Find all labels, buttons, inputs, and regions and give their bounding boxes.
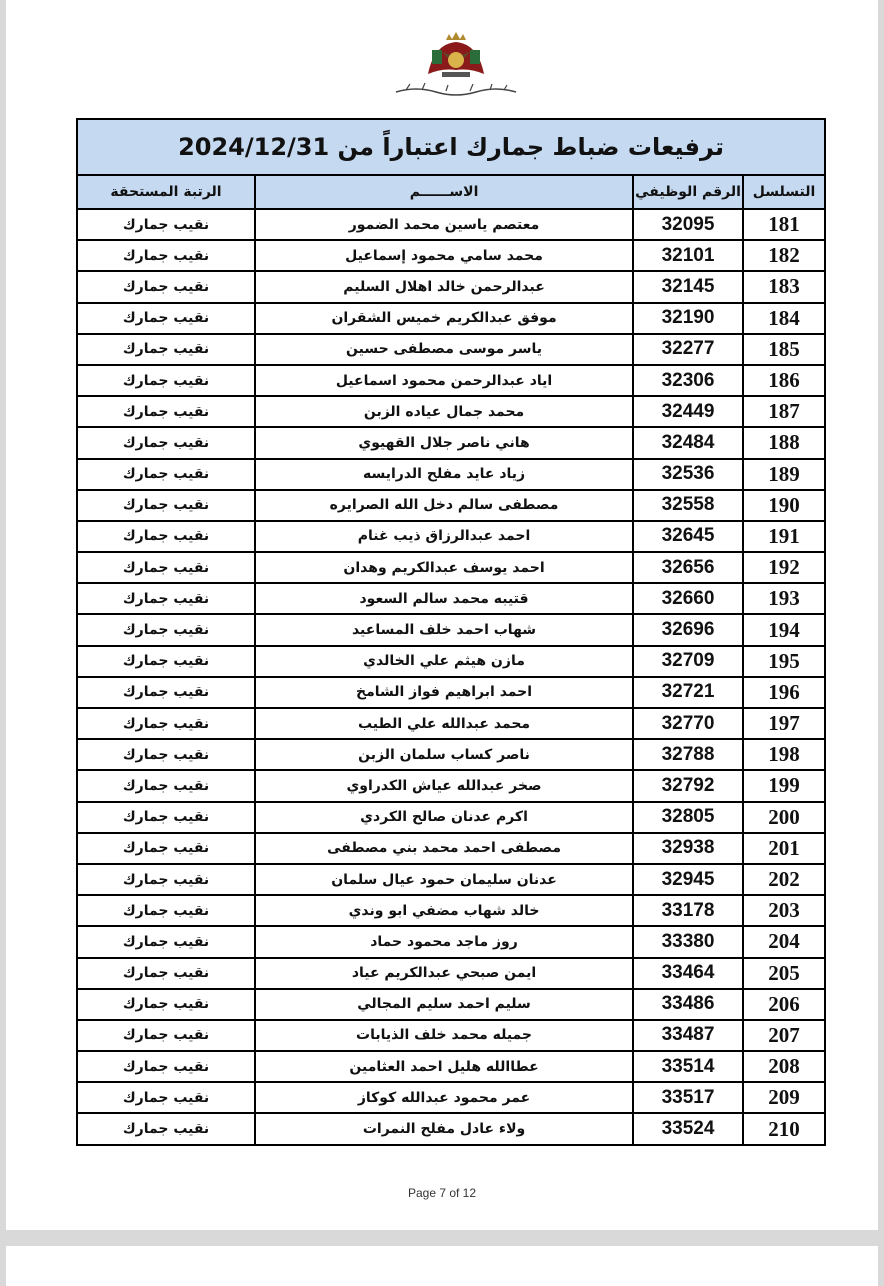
cell-name: معتصم ياسين محمد الضمور: [255, 209, 633, 240]
cell-employee-id: 32770: [633, 708, 743, 739]
cell-name: مصطفى سالم دخل الله الصرايره: [255, 490, 633, 521]
table-row: [77, 708, 825, 739]
cell-seq: 197: [743, 708, 825, 739]
cell-seq: 188: [743, 427, 825, 458]
cell-rank: نقيب جمارك: [77, 864, 255, 895]
column-header-name: الاســــــم: [255, 175, 633, 209]
cell-rank: نقيب جمارك: [77, 708, 255, 739]
column-header-rank: الرتبة المستحقة: [77, 175, 255, 209]
cell-rank: نقيب جمارك: [77, 926, 255, 957]
table-row: [77, 614, 825, 645]
cell-rank: نقيب جمارك: [77, 802, 255, 833]
table-row: [77, 739, 825, 770]
cell-rank: نقيب جمارك: [77, 614, 255, 645]
jordan-coat-of-arms-icon: [386, 30, 526, 100]
cell-employee-id: 32805: [633, 802, 743, 833]
cell-employee-id: 32656: [633, 552, 743, 583]
cell-seq: 183: [743, 271, 825, 302]
table-row: [77, 303, 825, 334]
cell-seq: 187: [743, 396, 825, 427]
cell-seq: 205: [743, 958, 825, 989]
cell-name: ايمن صبحي عبدالكريم عياد: [255, 958, 633, 989]
cell-employee-id: 32306: [633, 365, 743, 396]
table-row: [77, 833, 825, 864]
table-row: [77, 552, 825, 583]
cell-rank: نقيب جمارك: [77, 209, 255, 240]
cell-name: عطاالله هليل احمد العثامين: [255, 1051, 633, 1082]
cell-name: مازن هيثم علي الخالدي: [255, 646, 633, 677]
cell-seq: 203: [743, 895, 825, 926]
cell-name: اكرم عدنان صالح الكردي: [255, 802, 633, 833]
cell-name: محمد جمال عياده الزبن: [255, 396, 633, 427]
cell-name: شهاب احمد خلف المساعيد: [255, 614, 633, 645]
cell-name: هاني ناصر جلال القهيوي: [255, 427, 633, 458]
cell-rank: نقيب جمارك: [77, 427, 255, 458]
cell-employee-id: 33514: [633, 1051, 743, 1082]
cell-employee-id: 33380: [633, 926, 743, 957]
cell-employee-id: 32095: [633, 209, 743, 240]
promotions-table: [76, 118, 826, 1146]
table-row: [77, 521, 825, 552]
cell-rank: نقيب جمارك: [77, 583, 255, 614]
cell-rank: نقيب جمارك: [77, 396, 255, 427]
cell-name: ولاء عادل مفلح النمرات: [255, 1113, 633, 1144]
table-row: [77, 864, 825, 895]
cell-employee-id: 33517: [633, 1082, 743, 1113]
cell-seq: 194: [743, 614, 825, 645]
document-page: [6, 0, 878, 1230]
cell-seq: 193: [743, 583, 825, 614]
cell-employee-id: 32145: [633, 271, 743, 302]
cell-seq: 186: [743, 365, 825, 396]
cell-name: ياسر موسى مصطفى حسين: [255, 334, 633, 365]
cell-employee-id: 32536: [633, 459, 743, 490]
cell-name: جميله محمد خلف الذيابات: [255, 1020, 633, 1051]
cell-seq: 200: [743, 802, 825, 833]
cell-seq: 210: [743, 1113, 825, 1144]
cell-name: موفق عبدالكريم خميس الشقران: [255, 303, 633, 334]
cell-employee-id: 33524: [633, 1113, 743, 1144]
cell-seq: 208: [743, 1051, 825, 1082]
table-row: [77, 1020, 825, 1051]
cell-rank: نقيب جمارك: [77, 739, 255, 770]
cell-employee-id: 33178: [633, 895, 743, 926]
cell-seq: 189: [743, 459, 825, 490]
column-header-seq: التسلسل: [743, 175, 825, 209]
cell-rank: نقيب جمارك: [77, 989, 255, 1020]
cell-name: خالد شهاب مضفي ابو وندي: [255, 895, 633, 926]
cell-rank: نقيب جمارك: [77, 677, 255, 708]
cell-name: مصطفى احمد محمد بني مصطفى: [255, 833, 633, 864]
cell-employee-id: 32101: [633, 240, 743, 271]
cell-seq: 191: [743, 521, 825, 552]
cell-employee-id: 32660: [633, 583, 743, 614]
table-row: [77, 459, 825, 490]
cell-employee-id: 32190: [633, 303, 743, 334]
cell-employee-id: 33487: [633, 1020, 743, 1051]
cell-rank: نقيب جمارك: [77, 240, 255, 271]
cell-employee-id: 32449: [633, 396, 743, 427]
column-header-id: الرقم الوظيفي: [633, 175, 743, 209]
cell-seq: 195: [743, 646, 825, 677]
cell-name: احمد ابراهيم فواز الشامخ: [255, 677, 633, 708]
cell-employee-id: 33486: [633, 989, 743, 1020]
cell-seq: 190: [743, 490, 825, 521]
cell-employee-id: 33464: [633, 958, 743, 989]
cell-rank: نقيب جمارك: [77, 459, 255, 490]
cell-name: قتيبه محمد سالم السعود: [255, 583, 633, 614]
cell-rank: نقيب جمارك: [77, 1051, 255, 1082]
cell-seq: 182: [743, 240, 825, 271]
cell-employee-id: 32721: [633, 677, 743, 708]
cell-rank: نقيب جمارك: [77, 1113, 255, 1144]
cell-seq: 199: [743, 770, 825, 801]
cell-seq: 207: [743, 1020, 825, 1051]
cell-employee-id: 32945: [633, 864, 743, 895]
cell-employee-id: 32792: [633, 770, 743, 801]
table-row: [77, 989, 825, 1020]
cell-rank: نقيب جمارك: [77, 521, 255, 552]
cell-seq: 184: [743, 303, 825, 334]
cell-rank: نقيب جمارك: [77, 895, 255, 926]
table-row: [77, 770, 825, 801]
cell-name: عبدالرحمن خالد اهلال السليم: [255, 271, 633, 302]
cell-name: زياد عايد مفلح الدرايسه: [255, 459, 633, 490]
cell-name: عمر محمود عبدالله كوكاز: [255, 1082, 633, 1113]
table-row: [77, 271, 825, 302]
cell-rank: نقيب جمارك: [77, 490, 255, 521]
cell-seq: 201: [743, 833, 825, 864]
cell-seq: 202: [743, 864, 825, 895]
table-row: [77, 490, 825, 521]
cell-employee-id: 32788: [633, 739, 743, 770]
cell-seq: 204: [743, 926, 825, 957]
cell-seq: 209: [743, 1082, 825, 1113]
table-row: [77, 427, 825, 458]
cell-seq: 206: [743, 989, 825, 1020]
cell-rank: نقيب جمارك: [77, 334, 255, 365]
cell-seq: 198: [743, 739, 825, 770]
table-row: [77, 677, 825, 708]
cell-name: محمد سامي محمود إسماعيل: [255, 240, 633, 271]
cell-name: ناصر كساب سلمان الزبن: [255, 739, 633, 770]
table-row: [77, 802, 825, 833]
cell-employee-id: 32558: [633, 490, 743, 521]
document-title: ترفيعات ضباط جمارك اعتباراً من 2024/12/31: [77, 119, 825, 175]
cell-rank: نقيب جمارك: [77, 646, 255, 677]
table-row: [77, 209, 825, 240]
cell-rank: نقيب جمارك: [77, 1020, 255, 1051]
cell-employee-id: 32277: [633, 334, 743, 365]
cell-employee-id: 32709: [633, 646, 743, 677]
cell-rank: نقيب جمارك: [77, 303, 255, 334]
table-row: [77, 895, 825, 926]
cell-name: محمد عبدالله علي الطيب: [255, 708, 633, 739]
cell-name: روز ماجد محمود حماد: [255, 926, 633, 957]
cell-rank: نقيب جمارك: [77, 365, 255, 396]
cell-rank: نقيب جمارك: [77, 1082, 255, 1113]
table-row: [77, 1113, 825, 1144]
table-row: [77, 1051, 825, 1082]
cell-employee-id: 32696: [633, 614, 743, 645]
table-row: [77, 958, 825, 989]
cell-name: احمد يوسف عبدالكريم وهدان: [255, 552, 633, 583]
cell-seq: 181: [743, 209, 825, 240]
table-row: [77, 926, 825, 957]
cell-employee-id: 32484: [633, 427, 743, 458]
table-row: [77, 365, 825, 396]
table-row: [77, 646, 825, 677]
next-page-edge: [6, 1246, 878, 1286]
cell-rank: نقيب جمارك: [77, 958, 255, 989]
table-row: [77, 396, 825, 427]
cell-rank: نقيب جمارك: [77, 770, 255, 801]
cell-seq: 192: [743, 552, 825, 583]
cell-rank: نقيب جمارك: [77, 271, 255, 302]
promotions-table-wrapper: [76, 118, 824, 1146]
page-number: Page 7 of 12: [407, 1186, 477, 1200]
cell-name: عدنان سليمان حمود عيال سلمان: [255, 864, 633, 895]
cell-name: صخر عبدالله عياش الكدراوي: [255, 770, 633, 801]
cell-employee-id: 32938: [633, 833, 743, 864]
cell-rank: نقيب جمارك: [77, 833, 255, 864]
cell-name: اياد عبدالرحمن محمود اسماعيل: [255, 365, 633, 396]
cell-rank: نقيب جمارك: [77, 552, 255, 583]
cell-name: احمد عبدالرزاق ذيب غنام: [255, 521, 633, 552]
table-row: [77, 240, 825, 271]
table-row: [77, 1082, 825, 1113]
cell-name: سليم احمد سليم المجالي: [255, 989, 633, 1020]
cell-seq: 185: [743, 334, 825, 365]
table-header-row: [77, 175, 825, 209]
table-row: [77, 334, 825, 365]
cell-seq: 196: [743, 677, 825, 708]
table-row: [77, 583, 825, 614]
cell-employee-id: 32645: [633, 521, 743, 552]
